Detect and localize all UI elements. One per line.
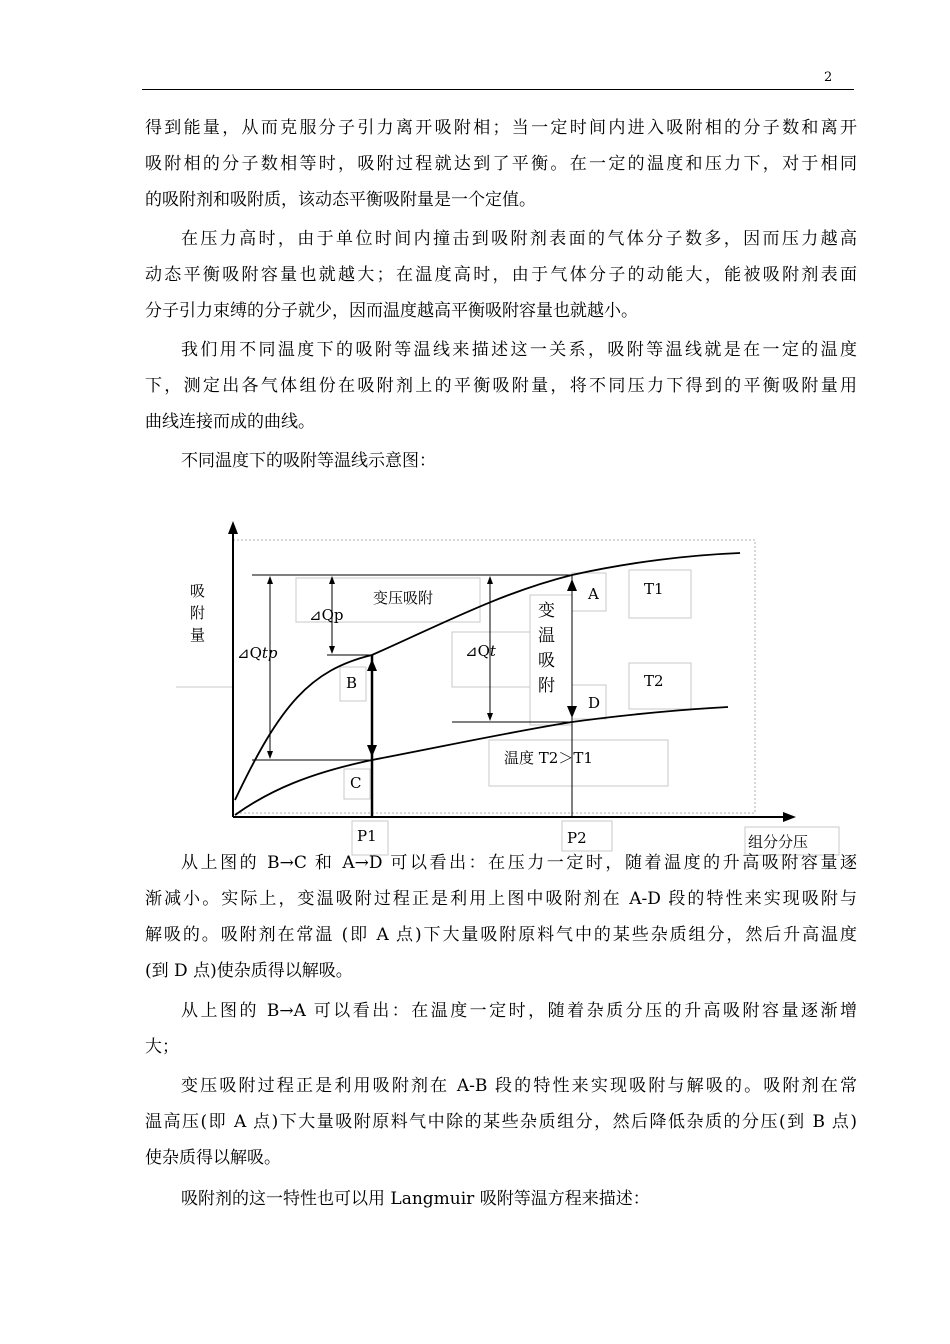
x-axis-arrow [783, 812, 796, 822]
page-number: 2 [824, 70, 833, 85]
dqtp-arrow-head-down [267, 751, 273, 759]
tick-p2-label: P2 [567, 829, 587, 847]
adsorption-isotherm-figure [160, 515, 860, 860]
text-line: (到 D 点)使杂质得以解吸。 [145, 961, 353, 981]
text-line: 变压吸附过程正是利用吸附剂在 A-B 段的特性来实现吸附与解吸的。吸附剂在常 [181, 1076, 857, 1096]
text-line: 大； [145, 1037, 179, 1057]
text-line: 吸附相的分子数相等时，吸附过程就达到了平衡。在一定的温度和压力下，对于相同 [145, 154, 857, 174]
text-line: 分子引力束缚的分子就少，因而温度越高平衡吸附容量也就越小。 [145, 301, 638, 321]
plot-frame [233, 540, 755, 813]
temp-swing-label-char: 附 [538, 676, 555, 696]
paragraph-8 [145, 1181, 857, 1217]
dqt-arrow-head-up [487, 576, 493, 584]
text-line: 从上图的 B→C 和 A→D 可以看出：在压力一定时，随着温度的升高吸附容量逐 [181, 853, 857, 873]
text-line: 使杂质得以解吸。 [145, 1148, 281, 1168]
text-line: 下，测定出各气体组份在吸附剂上的平衡吸附量，将不同压力下得到的平衡吸附量用 [145, 376, 857, 396]
temp-note-label: 温度 T2＞T1 [504, 749, 593, 767]
text-line: 不同温度下的吸附等温线示意图： [181, 451, 436, 471]
curve-t1-label: T1 [644, 580, 664, 598]
paragraph-2 [145, 221, 857, 329]
text-line: 从上图的 B→A 可以看出：在温度一定时，随着杂质分压的升高吸附容量逐渐增 [181, 1001, 857, 1021]
pressure-swing-label: 变压吸附 [373, 589, 434, 607]
point-b-label: B [346, 674, 358, 692]
isotherm-curve-t2 [235, 707, 728, 815]
dqtp-arrow-head-up [267, 576, 273, 584]
y-axis-label-char: 量 [190, 626, 206, 644]
y-axis-label-char: 附 [190, 604, 206, 622]
point-c-label: C [350, 774, 362, 792]
text-line: 曲线连接而成的曲线。 [145, 412, 315, 432]
paragraph-1 [145, 110, 857, 218]
paragraph-3 [145, 332, 857, 440]
paragraph-4 [145, 443, 857, 479]
dqt-label: ⊿Qt [465, 642, 496, 660]
text-line: 温高压(即 A 点)下大量吸附原料气中除的某些杂质组分，然后降低杂质的分压(到 B 点) [145, 1112, 857, 1132]
point-d-label: D [588, 694, 601, 712]
isotherm-curve-t1 [235, 553, 740, 800]
text-line: 动态平衡吸附容量也就越大；在温度高时，由于气体分子的动能大，能被吸附剂表面 [145, 265, 857, 285]
a-to-d-arrow-head-down [567, 706, 577, 718]
dqp-arrow-head-up [329, 576, 335, 584]
curve-t2-label: T2 [644, 672, 664, 690]
point-a-label: A [588, 585, 599, 603]
text-line: 吸附剂的这一特性也可以用 Langmuir 吸附等温方程来描述： [181, 1189, 650, 1209]
a-to-d-arrow-head-up [567, 579, 577, 591]
b-to-c-arrow-head [367, 659, 377, 671]
text-line: 我们用不同温度下的吸附等温线来描述这一关系，吸附等温线就是在一定的温度 [181, 340, 857, 360]
b-to-c-arrow-tail [367, 745, 377, 757]
text-line: 渐减小。实际上，变温吸附过程正是利用上图中吸附剂在 A-D 段的特性来实现吸附与 [145, 889, 857, 909]
dqp-label: ⊿Qp [309, 606, 344, 624]
dqt-arrow-head-down [487, 713, 493, 721]
dqp-arrow-head-down [329, 646, 335, 654]
temp-swing-label-char: 温 [538, 626, 555, 646]
y-axis-label-char: 吸 [190, 582, 206, 600]
dqtp-label: ⊿Qtp [237, 644, 278, 662]
paragraph-7 [145, 1068, 857, 1176]
text-line: 的吸附剂和吸附质，该动态平衡吸附量是一个定值。 [145, 190, 536, 210]
paragraph-6 [145, 993, 857, 1065]
paragraph-5 [145, 845, 857, 989]
x-axis-label: 组分分压 [748, 833, 809, 851]
tick-p1-label: P1 [357, 827, 377, 845]
temp-swing-label-char: 变 [538, 601, 555, 621]
y-axis-arrow [228, 521, 238, 534]
text-line: 得到能量，从而克服分子引力离开吸附相；当一定时间内进入吸附相的分子数和离开 [145, 118, 857, 138]
header-rule [142, 89, 854, 90]
text-line: 在压力高时，由于单位时间内撞击到吸附剂表面的气体分子数多，因而压力越高 [181, 229, 857, 249]
text-line: 解吸的。吸附剂在常温 (即 A 点)下大量吸附原料气中的某些杂质组分，然后升高温度 [145, 925, 857, 945]
temp-swing-label-char: 吸 [538, 651, 555, 671]
